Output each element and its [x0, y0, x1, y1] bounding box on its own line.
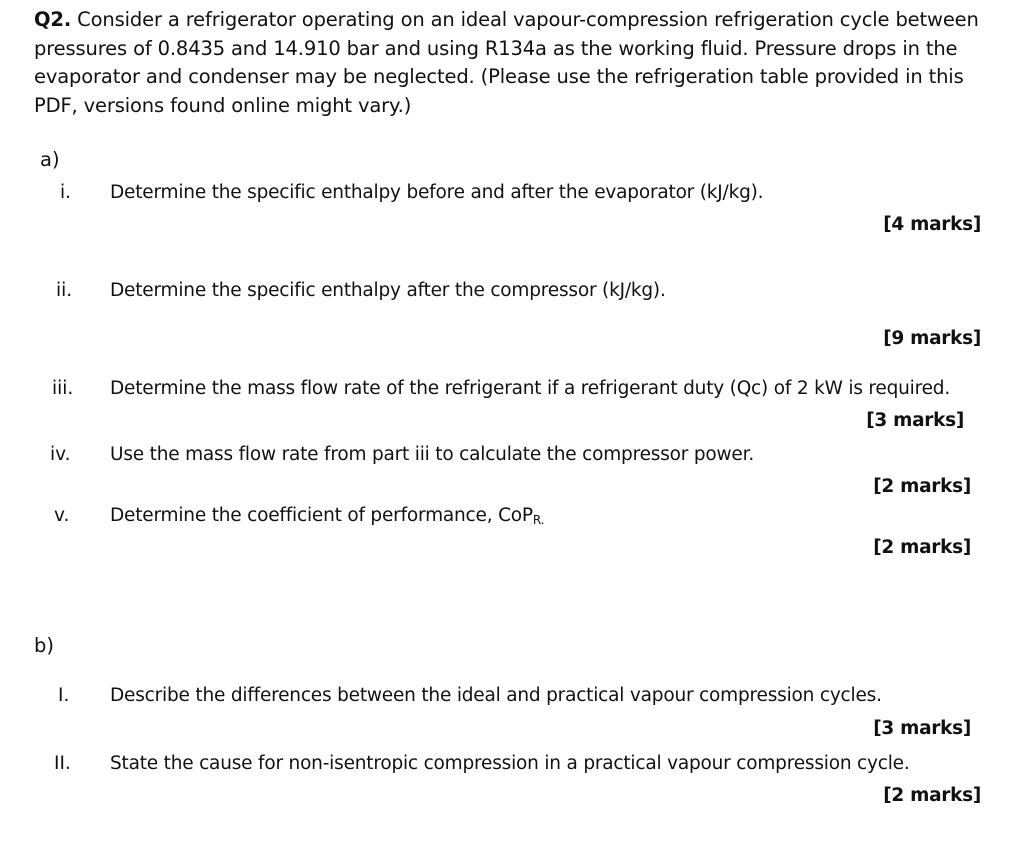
item-a-v-text: Determine the coefficient of performance, CoP — [110, 505, 533, 526]
item-b-II-text: State the cause for non-isentropic compression in a practical vapour compression cycle. — [110, 753, 910, 774]
item-a-iii-marks: [3 marks] — [866, 410, 964, 431]
item-a-i-text: Determine the specific enthalpy before and after the evaporator (kJ/kg). — [110, 182, 764, 203]
item-a-iv-numeral: iv. — [50, 444, 71, 465]
item-b-II-marks: [2 marks] — [883, 785, 981, 806]
item-a-v-marks: [2 marks] — [873, 537, 971, 558]
item-a-i-marks: [4 marks] — [883, 214, 981, 235]
item-a-iii-text: Determine the mass flow rate of the refrigerant if a refrigerant duty (Qc) of 2 kW is required. — [110, 378, 951, 399]
part-a-label: a) — [40, 148, 60, 171]
item-a-v-numeral: v. — [54, 505, 70, 526]
item-b-II-numeral: II. — [54, 753, 71, 774]
item-b-I-marks: [3 marks] — [873, 718, 971, 739]
item-a-ii-marks: [9 marks] — [883, 328, 981, 349]
item-a-iii-numeral: iii. — [52, 378, 74, 399]
item-a-iv-text: Use the mass flow rate from part iii to calculate the compressor power. — [110, 444, 755, 465]
question-number: Q2. — [34, 8, 72, 31]
item-b-I-numeral: I. — [58, 685, 70, 706]
item-a-i-numeral: i. — [60, 182, 72, 203]
item-a-iv-marks: [2 marks] — [873, 476, 971, 497]
item-a-v-text-wrapper — [110, 505, 544, 527]
item-b-I-text: Describe the differences between the ideal and practical vapour compression cycles. — [110, 685, 882, 706]
question-text: Consider a refrigerator operating on an ideal vapour-compression refrigeration cycle between pressures of 0.8435 and 14.910 bar and using R134a as the working fluid. Pressure drops in the evaporator and condenser may be neglected. (Please use the refrigeration table provided in this PDF, versions found online might vary.) — [34, 8, 979, 117]
question-intro — [34, 6, 994, 120]
item-a-ii-text: Determine the specific enthalpy after the compressor (kJ/kg). — [110, 280, 666, 301]
item-a-v-subscript: R. — [532, 513, 545, 527]
part-b-label: b) — [34, 634, 54, 657]
item-a-ii-numeral: ii. — [56, 280, 73, 301]
